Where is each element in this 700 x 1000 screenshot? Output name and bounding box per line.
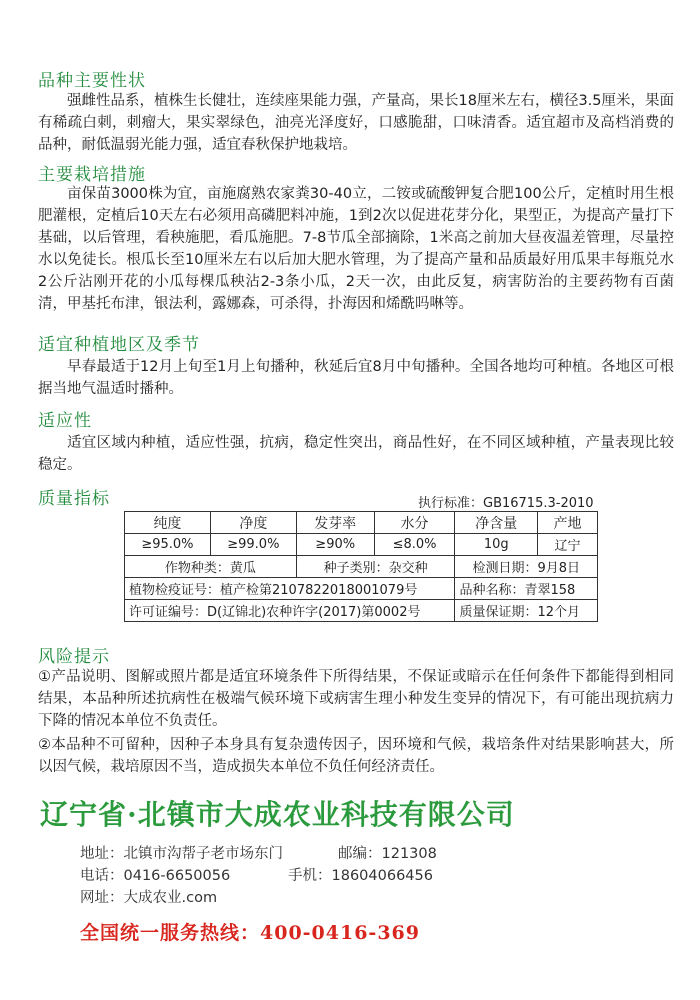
- company-name: 辽宁省·北镇市大成农业科技有限公司: [40, 798, 515, 831]
- header-cell: 发芽率: [296, 512, 374, 534]
- company-phone: 电话：0416-6650056: [80, 868, 231, 884]
- section-title-regions: 适宜种植地区及季节: [38, 335, 200, 355]
- quality-info-row: [125, 600, 598, 622]
- standard-label: 执行标准：GB16715.3-2010: [418, 496, 594, 511]
- section-title-traits: 品种主要性状: [38, 71, 146, 91]
- value-cell: ≥99.0%: [210, 534, 296, 556]
- regions-body: 早春最适于12月上旬至1月上旬播种，秋延后宜8月中旬播种。全国各地均可种植。各地区可根据当地气温适时播种。: [38, 359, 674, 397]
- traits-body: 强雌性品系，植株生长健壮，连续座果能力强，产量高，果长18厘米左右，横径3.5厘米，果面有稀疏白刺，刺瘤大，果实翠绿色，油亮光泽度好，口感脆甜，口味清香。适宜超市及高档消费的品种，耐低温弱光能力强，适宜春秋保护地栽培。: [38, 93, 675, 153]
- header-cell: 产地: [538, 512, 598, 534]
- cultivation-body: 亩保苗3000株为宜，亩施腐熟农家粪30-40立，二铵或硫酸钾复合肥100公斤，定植时用生根肥灌根，定植后10天左右必须用高磷肥料冲施，1到2次以促进花芽分化，果型正，为提高产量打下基础，以后管理，看秧施肥，看瓜施肥。7-8节瓜全部摘除，1米高之前加大昼夜温差管理，尽量控水以免徒长。根瓜长至10厘米左右以后加大肥水管理，为了提高产量和品质最好用瓜果丰每瓶兑水2公斤沾刚开花的小瓜每棵瓜秧沾2-3条小瓜，2天一次，由此反复，病害防治的主要药物有百菌清，甲基托布津，银法利，露娜森，可杀得，扑海因和烯酰吗啉等。: [38, 186, 674, 312]
- quality-info-row: [125, 578, 598, 600]
- value-cell: ≥90%: [296, 534, 374, 556]
- section-title-adaptability: 适应性: [38, 411, 92, 431]
- warranty-cell: 质量保证期：12个月: [455, 600, 598, 622]
- company-postcode: 邮编：121308: [338, 846, 437, 862]
- company-address: 地址：北镇市沟帮子老市场东门: [80, 846, 283, 862]
- test-date-cell: 检测日期：9月8日: [455, 556, 598, 578]
- value-cell: ≥95.0%: [125, 534, 211, 556]
- variety-name-cell: 品种名称：青翠158: [455, 578, 598, 600]
- risk-item-1: ①产品说明、图解或照片都是适宜环境条件下所得结果，不保证或暗示在任何条件下都能得到相同结果，本品种所述抗病性在极端气候环境下或病害生理小种发生变异的情况下，有可能出现抗病力下降的情况本单位不负责任。: [38, 669, 674, 729]
- quarantine-cell: 植物检疫证号：植产检第2107822018001079号: [125, 578, 455, 600]
- value-cell: ≤8.0%: [374, 534, 455, 556]
- section-title-risk: 风险提示: [38, 647, 110, 667]
- service-hotline: 全国统一服务热线：400-0416-369: [80, 922, 420, 944]
- quality-table: [124, 511, 598, 622]
- section-title-cultivation: 主要栽培措施: [38, 165, 146, 185]
- header-cell: 纯度: [125, 512, 211, 534]
- value-cell: 辽宁: [538, 534, 598, 556]
- section-title-quality: 质量指标: [38, 489, 110, 509]
- header-cell: 净含量: [455, 512, 538, 534]
- risk-item-2: ②本品种不可留种，因种子本身具有复杂遗传因子，因环境和气候，栽培条件对结果影响甚大，所以因气候，栽培原因不当，造成损失本单位不负任何经济责任。: [38, 737, 674, 775]
- seed-type-cell: 种子类别：杂交种: [296, 556, 455, 578]
- value-cell: 10g: [455, 534, 538, 556]
- quality-value-row: [125, 534, 598, 556]
- quality-header-row: [125, 512, 598, 534]
- company-website: 网址：大成农业.com: [80, 890, 218, 906]
- header-cell: 水分: [374, 512, 455, 534]
- header-cell: 净度: [210, 512, 296, 534]
- license-cell: 许可证编号：D(辽锦北)农种许字(2017)第0002号: [125, 600, 455, 622]
- quality-info-row: [125, 556, 598, 578]
- adaptability-body: 适宜区域内种植，适应性强，抗病，稳定性突出，商品性好，在不同区域种植，产量表现比较稳定。: [38, 435, 674, 473]
- crop-cell: 作物种类：黄瓜: [125, 556, 297, 578]
- company-mobile: 手机：18604066456: [288, 868, 433, 884]
